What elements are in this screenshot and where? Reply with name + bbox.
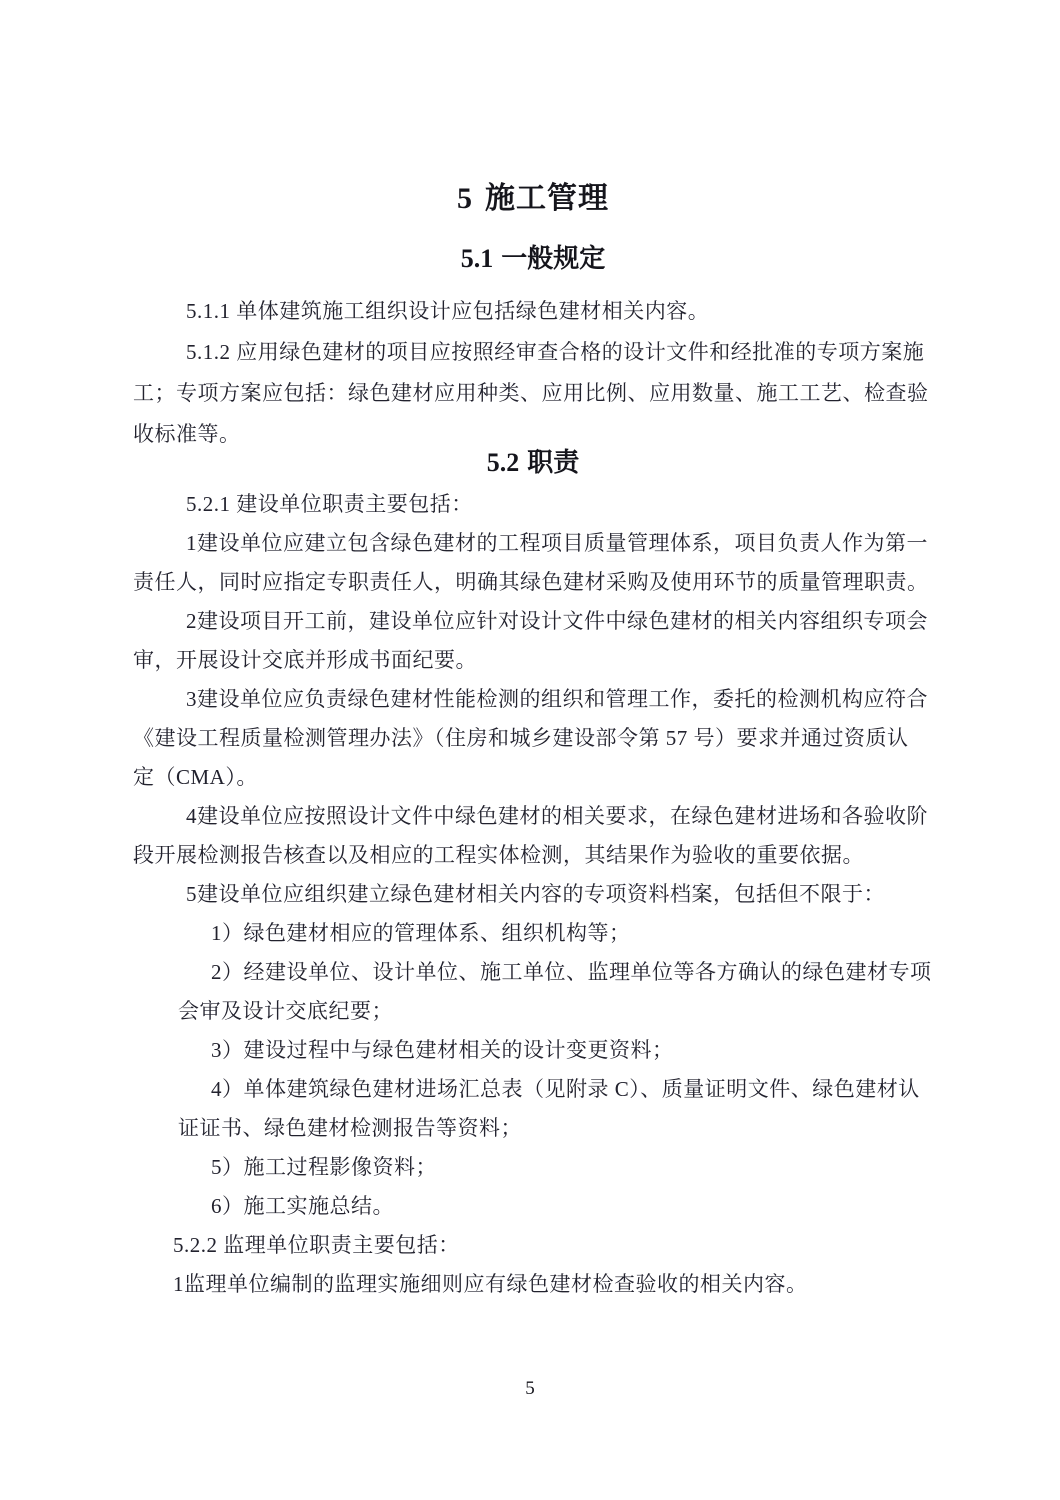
text-line: 5.2.2 监理单位职责主要包括： — [173, 1233, 460, 1257]
text-line: 5）施工过程影像资料； — [211, 1155, 437, 1179]
text-line: 3）建设过程中与绿色建材相关的设计变更资料； — [211, 1038, 674, 1062]
section-heading-5-2 — [133, 447, 933, 479]
page-number: 5 — [525, 1378, 535, 1399]
text-line: 5.2.1 建设单位职责主要包括： — [186, 492, 473, 516]
text-line: 工；专项方案应包括：绿色建材应用种类、应用比例、应用数量、施工工艺、检查验 — [133, 381, 929, 405]
section-title: 职责 — [527, 448, 580, 477]
text-line: 会审及设计交底纪要； — [178, 999, 393, 1023]
chapter-heading — [133, 181, 933, 217]
text-line: 责任人，同时应指定专职责任人，明确其绿色建材采购及使用环节的质量管理职责。 — [133, 570, 929, 594]
text-line: 段开展检测报告核查以及相应的工程实体检测，其结果作为验收的重要依据。 — [133, 843, 864, 867]
section-5-2-body — [133, 485, 933, 1304]
chapter-title: 施工管理 — [485, 182, 609, 215]
chapter-number: 5 — [457, 182, 473, 215]
text-line: 4）单体建筑绿色建材进场汇总表（见附录 C）、质量证明文件、绿色建材认 — [211, 1077, 920, 1101]
text-line: 1建设单位应建立包含绿色建材的工程项目质量管理体系，项目负责人作为第一 — [186, 531, 928, 555]
text-line: 《建设工程质量检测管理办法》（住房和城乡建设部令第 57 号）要求并通过资质认 — [133, 726, 909, 750]
text-line: 4建设单位应按照设计文件中绿色建材的相关要求，在绿色建材进场和各验收阶 — [186, 804, 928, 828]
text-line: 5.1.1 单体建筑施工组织设计应包括绿色建材相关内容。 — [186, 299, 710, 323]
text-line: 5建设单位应组织建立绿色建材相关内容的专项资料档案，包括但不限于： — [186, 882, 885, 906]
text-line: 5.1.2 应用绿色建材的项目应按照经审查合格的设计文件和经批准的专项方案施 — [186, 340, 925, 364]
section-title: 一般规定 — [501, 244, 606, 273]
text-line: 证证书、绿色建材检测报告等资料； — [178, 1116, 522, 1140]
text-line: 审，开展设计交底并形成书面纪要。 — [133, 648, 477, 672]
text-line: 3建设单位应负责绿色建材性能检测的组织和管理工作，委托的检测机构应符合 — [186, 687, 928, 711]
text-line: 6）施工实施总结。 — [211, 1194, 394, 1218]
text-line: 2建设项目开工前，建设单位应针对设计文件中绿色建材的相关内容组织专项会 — [186, 609, 928, 633]
section-number: 5.2 — [486, 448, 520, 477]
text-line: 定（CMA）。 — [133, 765, 258, 789]
page-content — [133, 0, 933, 1304]
section-5-1-body — [133, 291, 933, 455]
text-line: 2）经建设单位、设计单位、施工单位、监理单位等各方确认的绿色建材专项 — [211, 960, 932, 984]
text-line: 1）绿色建材相应的管理体系、组织机构等； — [211, 921, 631, 945]
text-line: 收标准等。 — [133, 422, 241, 446]
section-heading-5-1 — [133, 243, 933, 275]
section-number: 5.1 — [460, 244, 494, 273]
text-line: 1监理单位编制的监理实施细则应有绿色建材检查验收的相关内容。 — [173, 1272, 808, 1296]
